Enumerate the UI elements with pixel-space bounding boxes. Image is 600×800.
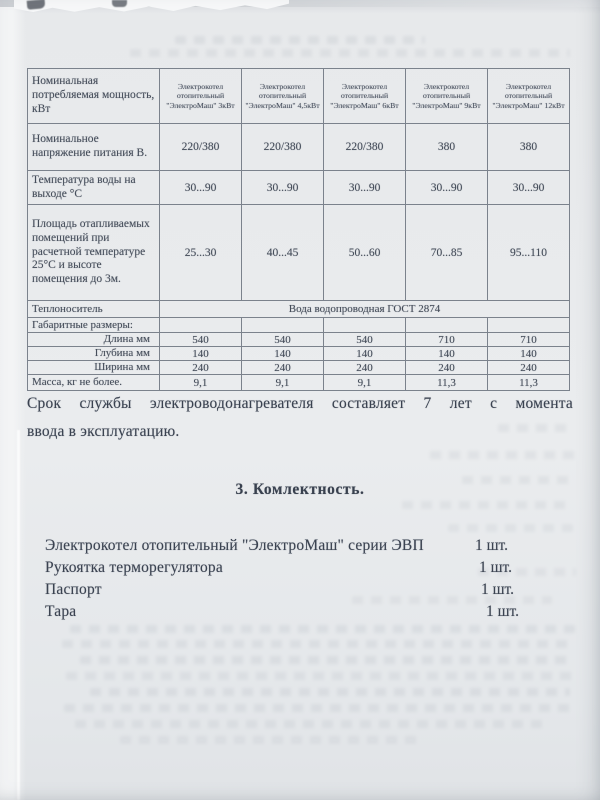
item-name: Рукоятка терморегулятора: [45, 559, 223, 576]
package-contents-list: [45, 537, 537, 625]
spec-value: 540: [160, 333, 242, 347]
list-item: [45, 603, 537, 625]
ink-smudge: [112, 0, 127, 7]
spec-value: 380: [406, 124, 488, 171]
list-item: [45, 581, 537, 603]
section-heading: 3. Комлектность.: [235, 481, 365, 498]
spec-value: 140: [324, 347, 406, 361]
spec-header-label: Номинальная потребляемая мощность, кВт: [28, 69, 160, 124]
item-name: Тара: [45, 603, 77, 620]
spec-row: [28, 124, 570, 171]
bleed-through-text: [66, 672, 572, 680]
spec-value: 240: [488, 361, 570, 375]
list-item: [45, 537, 537, 559]
spec-value: 220/380: [324, 124, 406, 171]
spec-value: 240: [242, 361, 324, 375]
dimensions-label: Габаритные размеры:: [28, 318, 160, 333]
spec-value: 140: [406, 347, 488, 361]
item-name: Паспорт: [45, 581, 102, 598]
spec-value: 380: [488, 124, 570, 171]
spec-table: [27, 68, 570, 391]
spec-value: 9,1: [160, 375, 242, 391]
service-life-paragraph: [27, 390, 573, 445]
bleed-through-text: [90, 688, 570, 696]
spec-value: 30...90: [324, 171, 406, 205]
product-header: Электрокотел отопительный "ЭлектроМаш" 6кВт: [324, 69, 406, 124]
spec-value: 220/380: [160, 124, 242, 171]
empty-cell: [406, 318, 488, 333]
spec-row: [28, 375, 570, 391]
item-name: Электрокотел отопительный "ЭлектроМаш" серии ЭВП: [45, 537, 424, 554]
spec-row-label: Номинальное напряжение питания В.: [28, 124, 160, 171]
dimension-row-label: Ширина мм: [28, 361, 160, 375]
spec-value: 220/380: [242, 124, 324, 171]
spec-row-label: Площадь отапливаемых помещений при расчетной температуре 25°С и высоте помещения до 3м.: [28, 205, 160, 301]
empty-cell: [242, 318, 324, 333]
bleed-through-text: [62, 640, 574, 648]
spec-value: 540: [242, 333, 324, 347]
spec-row-label: Температура воды на выходе °С: [28, 171, 160, 205]
paragraph-line: ввода в эксплуатацию.: [27, 422, 180, 440]
spec-value: 140: [242, 347, 324, 361]
coolant-label: Теплоноситель: [28, 301, 160, 318]
spec-row: [28, 347, 570, 361]
bleed-through-text: [80, 656, 570, 664]
spec-row: [28, 318, 570, 333]
mass-label: Масса, кг не более.: [28, 375, 160, 391]
product-header: Электрокотел отопительный "ЭлектроМаш" 4,5кВт: [242, 69, 324, 124]
empty-cell: [160, 318, 242, 333]
coolant-value: Вода водопроводная ГОСТ 2874: [160, 301, 570, 318]
spec-value: 540: [324, 333, 406, 347]
bleed-through-text: [175, 36, 425, 44]
spec-value: 9,1: [324, 375, 406, 391]
bleed-through-text: [448, 524, 573, 532]
spec-value: 240: [324, 361, 406, 375]
spec-value: 9,1: [242, 375, 324, 391]
item-quantity: 1 шт.: [475, 537, 509, 554]
spec-row: [28, 361, 570, 375]
spec-value: 710: [488, 333, 570, 347]
spec-value: 95...110: [488, 205, 570, 301]
spec-value: 240: [160, 361, 242, 375]
bleed-through-text: [64, 704, 572, 712]
spec-value: 30...90: [160, 171, 242, 205]
spec-value: 240: [406, 361, 488, 375]
spec-value: 50...60: [324, 205, 406, 301]
spec-row: [28, 333, 570, 347]
item-quantity: 1 шт.: [486, 603, 520, 620]
paragraph-line: Срок службы электроводонагревателя составляет 7 лет с момента: [27, 395, 573, 412]
item-quantity: 1 шт.: [479, 559, 513, 576]
spec-value: 11,3: [488, 375, 570, 391]
spec-row: [28, 69, 570, 124]
empty-cell: [488, 318, 570, 333]
spec-value: 140: [160, 347, 242, 361]
bleed-through-text: [120, 736, 420, 744]
spec-row: [28, 171, 570, 205]
spec-value: 70...85: [406, 205, 488, 301]
bleed-through-text: [130, 49, 570, 57]
bleed-through-text: [75, 720, 545, 728]
spec-value: 30...90: [242, 171, 324, 205]
dimension-row-label: Длина мм: [28, 333, 160, 347]
bleed-through-text: [430, 451, 575, 459]
spec-value: 710: [406, 333, 488, 347]
spec-value: 140: [488, 347, 570, 361]
spec-value: 11,3: [406, 375, 488, 391]
spec-value: 40...45: [242, 205, 324, 301]
product-header: Электрокотел отопительный "ЭлектроМаш" 9кВт: [406, 69, 488, 124]
spec-value: 30...90: [488, 171, 570, 205]
spec-row: [28, 301, 570, 318]
product-header: Электрокотел отопительный "ЭлектроМаш" 3кВт: [160, 69, 242, 124]
spec-value: 30...90: [406, 171, 488, 205]
item-quantity: 1 шт.: [481, 581, 515, 598]
empty-cell: [324, 318, 406, 333]
dimension-row-label: Глубина мм: [28, 347, 160, 361]
bleed-through-text: [402, 501, 572, 509]
spec-value: 25...30: [160, 205, 242, 301]
product-header: Электрокотел отопительный "ЭлектроМаш" 12кВт: [488, 69, 570, 124]
spec-row: [28, 205, 570, 301]
list-item: [45, 559, 537, 581]
bleed-through-text: [70, 625, 575, 633]
